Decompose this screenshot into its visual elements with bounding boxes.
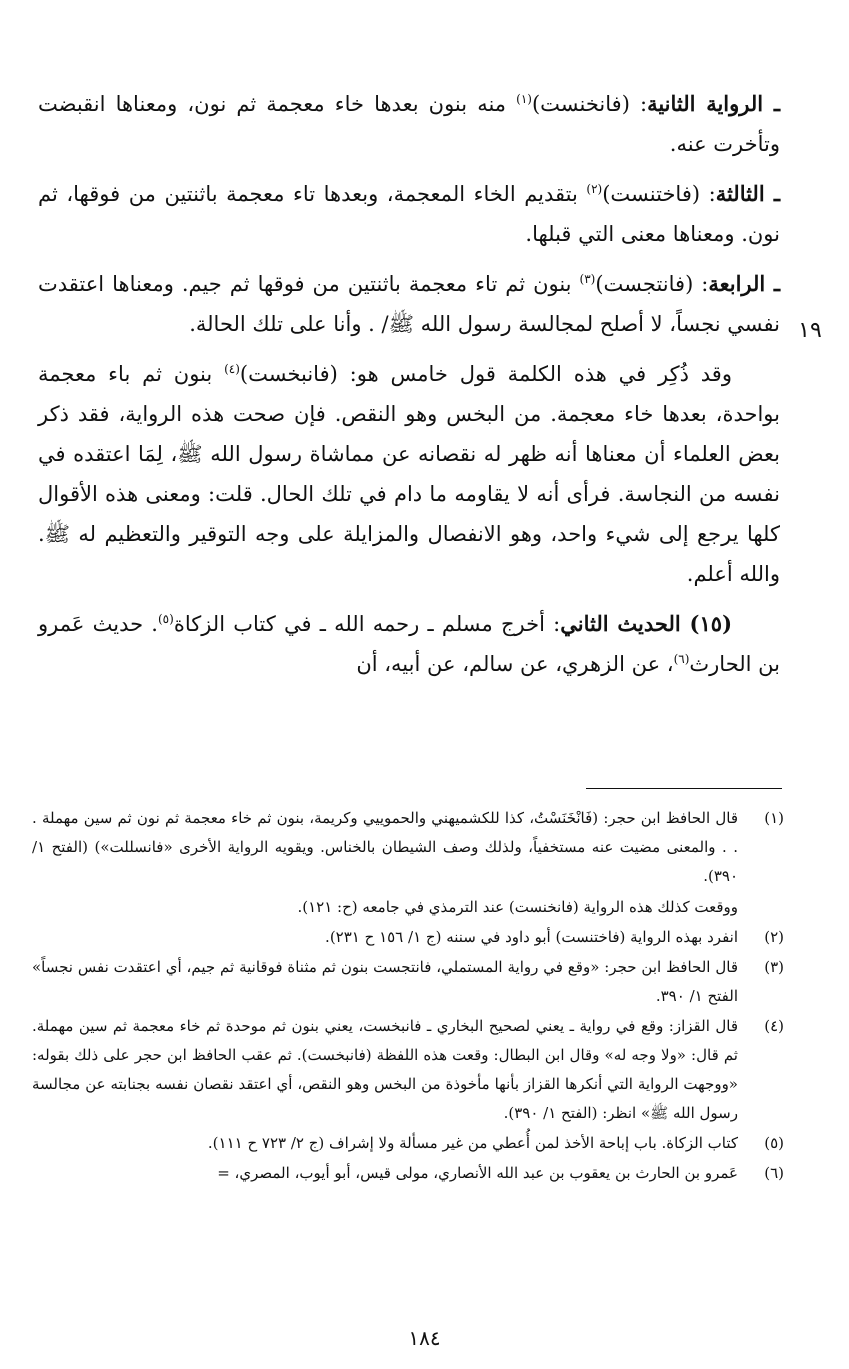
- footnotes: [32, 804, 784, 1189]
- paragraph-label: ـ الرواية الثانية: [647, 91, 780, 116]
- paragraph-fourth: [38, 264, 780, 344]
- footnote-number: (٢): [764, 928, 784, 946]
- paragraph-label: ـ الثالثة: [715, 181, 780, 206]
- footnote-text: قال الحافظ ابن حجر: (فَانْخَنَسْتُ، كذا للكشميهني والحموييي وكريمة، بنون ثم خاء معجمة ثم نون ثم سين مهملة . . . والمعنى مضيت عنه مستخفياً، ولذلك وصف الشيطان بالخناس. ويقويه الرواية الأخرى «فانسللت») (الفتح ١/ ٣٩٠).: [32, 809, 738, 885]
- footnote-body: [32, 1012, 738, 1128]
- footnote-number: (٣): [764, 958, 784, 976]
- paragraph-third: [38, 174, 780, 254]
- paragraph-text: : (فاختنست): [602, 182, 716, 206]
- footnote-number: (٥): [764, 1134, 784, 1152]
- footnote-number: (١): [764, 809, 784, 827]
- footnote-body: [32, 1129, 738, 1158]
- paragraph-text: : (فانخنست): [531, 92, 648, 116]
- footnote-text: ووقعت كذلك هذه الرواية (فانخنست) عند الترمذي في جامعه (ح: ١٢١).: [297, 898, 738, 916]
- paragraph-label: (١٥) الحديث الثاني: [560, 611, 732, 636]
- paragraph-text: وقد ذُكِر في هذه الكلمة قول خامس هو: (فانبخست): [239, 362, 732, 386]
- footnote-body: [32, 1159, 738, 1188]
- footnote-ref: (٤): [224, 362, 240, 376]
- footnote-text: قال القزاز: وقع في رواية ـ يعني لصحيح البخاري ـ فانبخست، يعني بنون ثم موحدة ثم خاء معجمة ثم سين مهملة. ثم قال: «ولا وجه له» وقال ابن البطال: وقعت هذه اللفظة (فانبخست). ثم عقب الحافظ ابن حجر على ذلك بقوله: «ووجهت الرواية التي أنكرها القزاز بأنها مأخوذة من البخس وهو النقص، أي اعتقد نقصان نفسه بجنابته عن مجالسة رسول الله ﷺ» انظر: (الفتح ١/ ٣٩٠).: [32, 1017, 738, 1122]
- footnote: [32, 1159, 784, 1188]
- footnote-body: [32, 923, 738, 952]
- footnote-text: عَمرو بن الحارث بن يعقوب بن عبد الله الأنصاري، مولى قيس، أبو أيوب، المصري، =: [217, 1164, 738, 1182]
- footnote-number: (٦): [764, 1164, 784, 1182]
- paragraph-text: . حديث عَمرو بن الحارث: [38, 612, 780, 676]
- page-number: ١٨٤: [408, 1326, 441, 1350]
- footnote-ref: (٢): [586, 182, 603, 196]
- footnote-text: كتاب الزكاة. باب إباحة الأخذ لمن أُعطي من غير مسألة ولا إشراف (ج ٢/ ٧٢٣ ح ١١١).: [207, 1134, 738, 1152]
- footnote: [32, 804, 784, 922]
- footnote-ref: (١): [516, 92, 532, 106]
- footnote: [32, 1129, 784, 1158]
- footnote-ref: (٣): [579, 272, 596, 286]
- paragraph-text: : (فانتجست): [595, 272, 709, 296]
- footnote-ref: (٦): [673, 652, 690, 666]
- paragraph-fifth-saying: [38, 354, 780, 594]
- footnote: [32, 923, 784, 952]
- footnote-body: [32, 953, 738, 1011]
- footnote-ref: (٥): [157, 612, 174, 626]
- paragraph-third-narration: [38, 84, 780, 164]
- paragraph-text: ، عن الزهري، عن سالم، عن أبيه، أن: [356, 652, 674, 676]
- paragraph-text: بنون ثم تاء معجمة باثنتين من فوقها ثم جيم. ومعناها اعتقدت نفسي نجساً، لا أصلح لمجالسة رسول الله ﷺ/ . وأنا على تلك الحالة.: [38, 272, 780, 336]
- paragraph-hadith-two: [38, 604, 780, 684]
- footnote-text: انفرد بهذه الرواية (فاختنست) أبو داود في سننه (ج ١/ ١٥٦ ح ٢٣١).: [325, 928, 738, 946]
- footnote: [32, 1012, 784, 1128]
- paragraph-text: منه بنون بعدها خاء معجمة ثم نون، ومعناها انقبضت وتأخرت عنه.: [38, 92, 780, 156]
- footnote-text: قال الحافظ ابن حجر: «وقع في رواية المستملي، فانتجست بنون ثم مثناة فوقانية ثم جيم، أي اعتقدت نفس نجساً» الفتح ١/ ٣٩٠.: [32, 958, 738, 1005]
- margin-line-number: ١٩: [798, 318, 822, 343]
- main-text: [38, 84, 780, 694]
- paragraph-text: بنون ثم باء معجمة بواحدة، بعدها خاء معجمة. من البخس وهو النقص. فإن صحت هذه الرواية، فقد ذكر بعض العلماء أن معناها أنه ظهر له نقصانه عن مماشاة رسول الله ﷺ، لِمَا اعتقده في نفسه من النجاسة. فرأى أنه لا يقاومه ما دام في تلك الحال. قلت: ومعنى هذه الأقوال كلها يرجع إلى شيء واحد، وهو الانفصال والمزايلة على وجه التوقير والتعظيم له ﷺ. والله أعلم.: [38, 362, 780, 586]
- footnote-divider: [586, 788, 782, 789]
- paragraph-text: : أخرج مسلم ـ رحمه الله ـ في كتاب الزكاة: [173, 612, 561, 636]
- footnote-body: [32, 804, 738, 922]
- paragraph-text: بتقديم الخاء المعجمة، وبعدها تاء معجمة باثنتين من فوقها، ثم نون. ومعناها معنى التي قبلها.: [38, 182, 780, 246]
- paragraph-label: ـ الرابعة: [708, 271, 780, 296]
- footnote: [32, 953, 784, 1011]
- footnote-number: (٤): [764, 1017, 784, 1035]
